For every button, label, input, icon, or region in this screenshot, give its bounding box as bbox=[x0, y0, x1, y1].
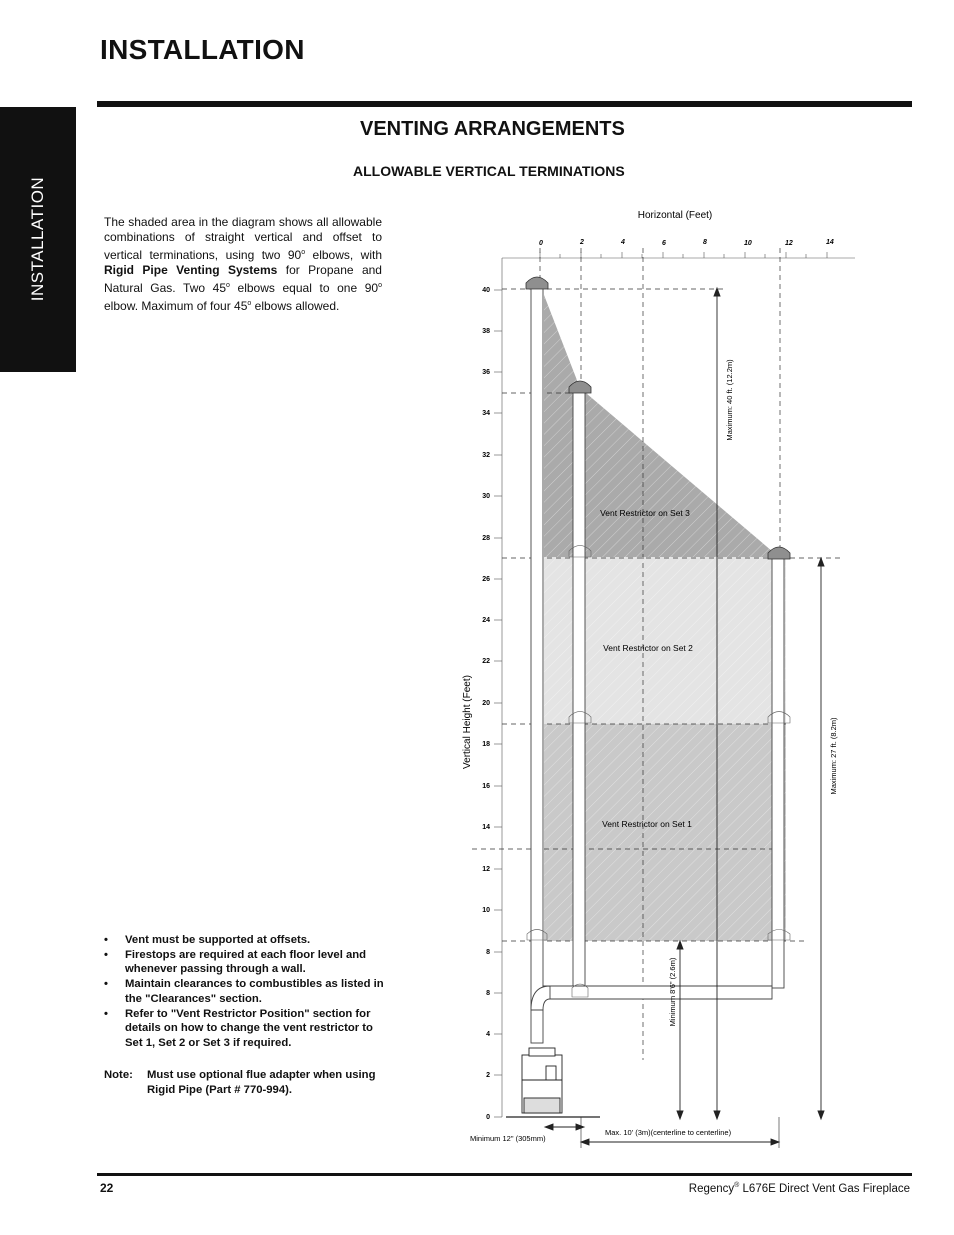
degree-mark: o bbox=[247, 300, 252, 307]
intro-text: elbows, with bbox=[305, 248, 383, 262]
page-number: 22 bbox=[100, 1181, 114, 1195]
list-item bbox=[104, 1007, 384, 1051]
x-tick-label: 12 bbox=[785, 240, 793, 247]
y-tick-label: 12 bbox=[482, 866, 490, 873]
x-tick-label: 14 bbox=[826, 239, 834, 246]
y-tick-label: 18 bbox=[482, 741, 490, 748]
set1-label: Vent Restrictor on Set 1 bbox=[602, 819, 692, 829]
note-label: Note: bbox=[104, 1069, 133, 1081]
cap-icon bbox=[526, 277, 548, 289]
x-tick-label: 6 bbox=[662, 240, 666, 247]
list-item-text: Refer to "Vent Restrictor Position" section for details on how to change the vent restrictor to Set 1, Set 2 or Set 3 if required. bbox=[125, 1007, 373, 1049]
intro-paragraph bbox=[104, 215, 382, 314]
y-tick-label: 14 bbox=[482, 824, 490, 831]
bullet: • bbox=[104, 948, 108, 961]
x-tick-label: 10 bbox=[744, 240, 752, 247]
degree-mark: o bbox=[301, 249, 306, 256]
y-tick-label: 30 bbox=[482, 493, 490, 500]
set3-label: Vent Restrictor on Set 3 bbox=[600, 508, 690, 518]
x-tick-labels bbox=[539, 239, 834, 247]
min-8ft-label: Minimum 8'6" (2.6m) bbox=[668, 957, 677, 1027]
max-40ft-label: Maximum: 40 ft. (12.2m) bbox=[725, 359, 734, 441]
notes-list bbox=[104, 933, 384, 1051]
note-block bbox=[104, 1068, 384, 1098]
list-item bbox=[104, 977, 384, 1006]
y-tick-label: 8 bbox=[486, 949, 490, 956]
y-tick-label: 10 bbox=[482, 907, 490, 914]
intro-text: The shaded area in the diagram shows all allowable combinations of straight vertical and offset to vertical terminations, using two 90 bbox=[104, 215, 382, 262]
degree-mark: o bbox=[378, 282, 382, 289]
min-12in-label: Minimum 12" (305mm) bbox=[470, 1134, 546, 1143]
y-tick-label: 20 bbox=[482, 700, 490, 707]
y-tick-label: 36 bbox=[482, 369, 490, 376]
pipe-2ft bbox=[573, 392, 585, 987]
intro-text: elbow. Maximum of four 45 bbox=[104, 299, 248, 313]
page-title: INSTALLATION bbox=[100, 34, 305, 65]
y-tick-label: 34 bbox=[482, 410, 490, 417]
section-subtitle: ALLOWABLE VERTICAL TERMINATIONS bbox=[353, 163, 625, 179]
y-tick-label: 16 bbox=[482, 783, 490, 790]
x-tick-label: 4 bbox=[621, 239, 625, 246]
header-rule bbox=[97, 101, 912, 107]
list-item-text: Firestops are required at each floor level and whenever passing through a wall. bbox=[125, 948, 367, 976]
pipe-12ft bbox=[772, 558, 784, 988]
venting-diagram bbox=[450, 200, 870, 1150]
list-item bbox=[104, 948, 384, 977]
y-tick-label: 8 bbox=[486, 990, 490, 997]
intro-text: for Propane and Natural Gas. Two 45 bbox=[104, 263, 382, 295]
y-tick-label: 0 bbox=[486, 1114, 490, 1121]
y-tick-label: 4 bbox=[486, 1031, 490, 1038]
degree-mark: o bbox=[226, 282, 230, 289]
y-tick-label: 40 bbox=[482, 287, 490, 294]
intro-text: elbows allowed. bbox=[251, 299, 340, 313]
x-tick-label: 2 bbox=[580, 239, 584, 246]
product-name: L676E Direct Vent Gas Fireplace bbox=[739, 1182, 910, 1195]
footer-rule bbox=[97, 1173, 912, 1176]
note-text: Must use optional flue adapter when using Rigid Pipe (Part # 770-994). bbox=[147, 1069, 376, 1096]
bullet: • bbox=[104, 978, 108, 991]
side-tab-label: INSTALLATION bbox=[28, 176, 47, 302]
vertical-axis-label: Vertical Height (Feet) bbox=[462, 675, 473, 769]
x-tick-label: 0 bbox=[539, 240, 543, 247]
list-item bbox=[104, 933, 384, 948]
list-item-text: Vent must be supported at offsets. bbox=[125, 934, 311, 946]
y-tick-label: 38 bbox=[482, 328, 490, 335]
brand-name: Regency bbox=[688, 1182, 735, 1195]
set2-label: Vent Restrictor on Set 2 bbox=[603, 643, 693, 653]
y-tick-label: 26 bbox=[482, 576, 490, 583]
bullet: • bbox=[104, 1007, 108, 1020]
max-27ft-label: Maximum: 27 ft. (8.2m) bbox=[829, 717, 838, 795]
y-axis-ruler bbox=[494, 258, 502, 1117]
intro-text: elbows equal to one 90 bbox=[229, 281, 379, 295]
y-tick-labels bbox=[482, 287, 490, 1121]
y-tick-label: 24 bbox=[482, 617, 490, 624]
x-axis-ruler bbox=[502, 252, 855, 258]
bullet: • bbox=[104, 934, 108, 946]
y-tick-label: 28 bbox=[482, 535, 490, 542]
registered-mark: ® bbox=[734, 1182, 740, 1189]
list-item-text: Maintain clearances to combustibles as listed in the "Clearances" section. bbox=[125, 978, 384, 1005]
section-title: VENTING ARRANGEMENTS bbox=[360, 118, 625, 140]
intro-bold-text: Rigid Pipe Venting Systems bbox=[104, 263, 278, 277]
footer-product bbox=[689, 1182, 910, 1195]
y-tick-label: 22 bbox=[482, 658, 490, 665]
max-10ft-label: Max. 10' (3m)(centerline to centerline) bbox=[605, 1128, 732, 1137]
x-tick-label: 8 bbox=[703, 239, 707, 246]
side-tab bbox=[0, 107, 76, 372]
y-tick-label: 2 bbox=[486, 1072, 490, 1079]
y-tick-label: 32 bbox=[482, 452, 490, 459]
fireplace-unit bbox=[506, 1048, 600, 1117]
horizontal-axis-label: Horizontal (Feet) bbox=[637, 210, 713, 221]
